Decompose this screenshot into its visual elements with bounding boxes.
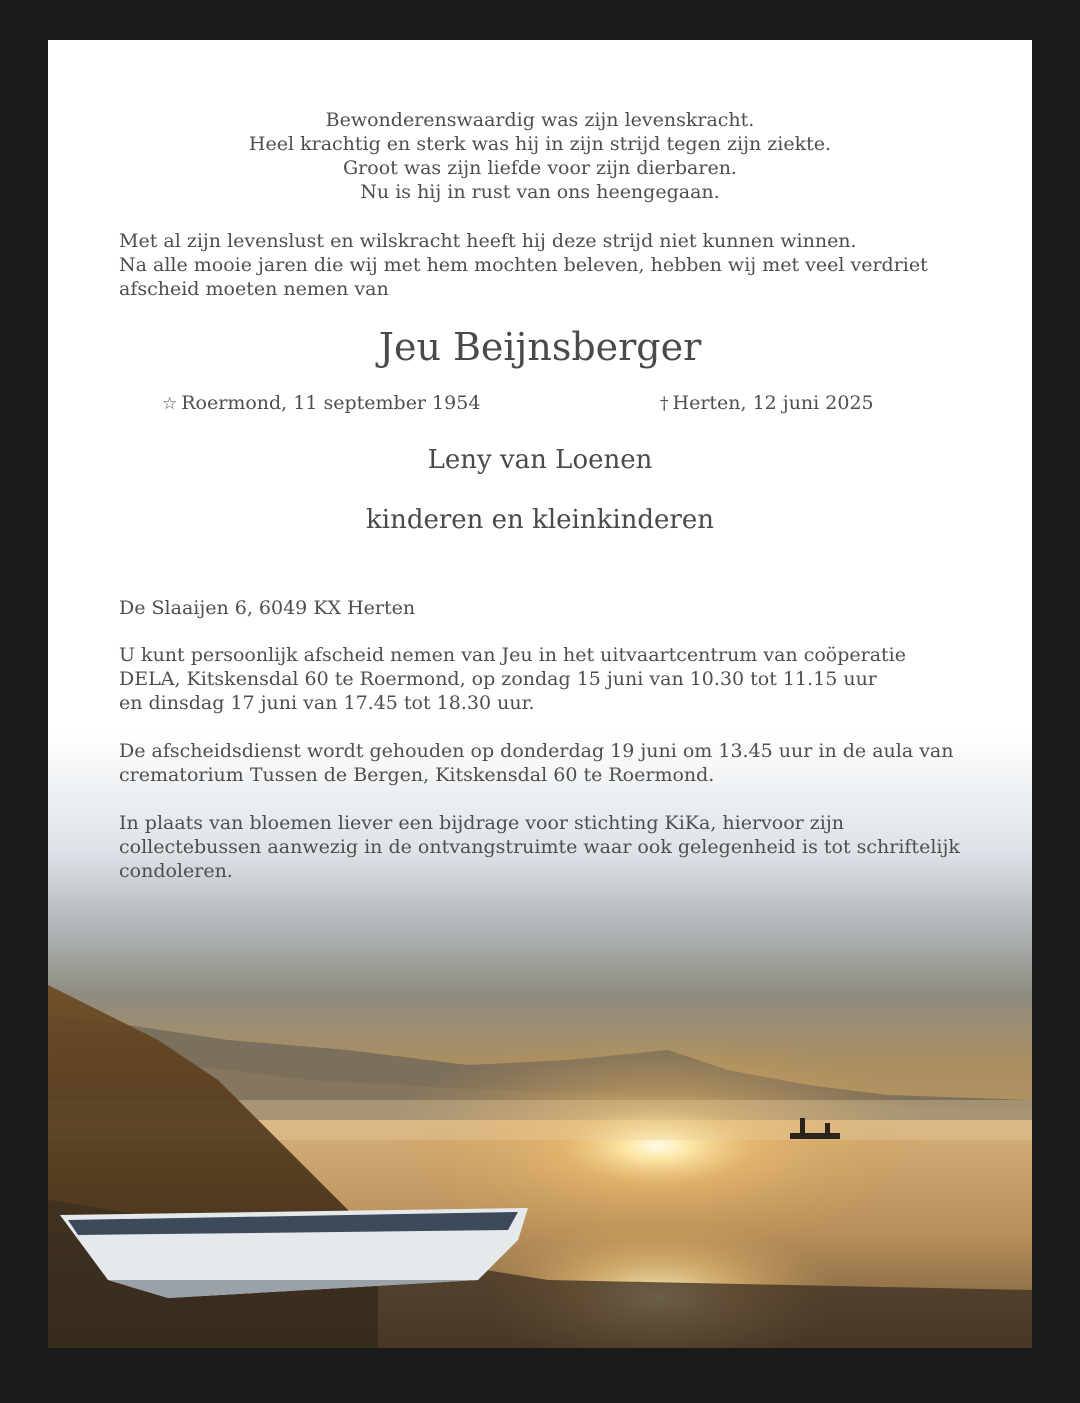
- obituary-card: [48, 40, 1032, 1348]
- donation-paragraph: [119, 811, 979, 883]
- death-text: Herten, 12 juni 2025: [672, 392, 874, 414]
- partner-name: Leny van Loenen: [427, 445, 653, 475]
- viewing-line: DELA, Kitskensdal 60 te Roermond, op zondag 15 juni van 10.30 tot 11.15 uur: [119, 668, 877, 690]
- intro-line: afscheid moeten nemen van: [119, 278, 389, 300]
- poem: [48, 108, 1032, 204]
- viewing-paragraph: [119, 643, 979, 715]
- address-line: De Slaaijen 6, 6049 KX Herten: [119, 597, 416, 619]
- intro-line: Met al zijn levenslust en wilskracht heeft hij deze strijd niet kunnen winnen.: [119, 230, 857, 252]
- birth-date: [162, 392, 480, 414]
- poem-line: Groot was zijn liefde voor zijn dierbaren.: [343, 157, 737, 179]
- donation-line: In plaats van bloemen liever een bijdrage voor stichting KiKa, hiervoor zijn: [119, 812, 844, 834]
- address: [119, 596, 979, 620]
- poem-line: Bewonderenswaardig was zijn levenskracht.: [325, 109, 755, 131]
- viewing-line: U kunt persoonlijk afscheid nemen van Jeu in het uitvaartcentrum van coöperatie: [119, 644, 906, 666]
- service-line: crematorium Tussen de Bergen, Kitskensdal 60 te Roermond.: [119, 764, 715, 786]
- poem-line: Heel krachtig en sterk was hij in zijn strijd tegen zijn ziekte.: [248, 133, 832, 155]
- service-paragraph: [119, 739, 979, 787]
- donation-line: collectebussen aanwezig in de ontvangstruimte waar ook gelegenheid is tot schriftelijk: [119, 836, 960, 858]
- cross-icon: †: [660, 394, 669, 414]
- star-icon: ☆: [162, 394, 178, 414]
- intro-line: Na alle mooie jaren die wij met hem mochten beleven, hebben wij met veel verdriet: [119, 254, 928, 276]
- family-members: kinderen en kleinkinderen: [366, 505, 714, 535]
- viewing-line: en dinsdag 17 juni van 17.45 tot 18.30 uur.: [119, 692, 535, 714]
- deceased-name: Jeu Beijnsberger: [378, 325, 702, 369]
- poem-line: Nu is hij in rust van ons heengegaan.: [360, 181, 720, 203]
- service-line: De afscheidsdienst wordt gehouden op donderdag 19 juni om 13.45 uur in de aula van: [119, 740, 954, 762]
- intro-paragraph: [119, 229, 979, 301]
- donation-line: condoleren.: [119, 860, 233, 882]
- death-date: [660, 392, 874, 414]
- birth-text: Roermond, 11 september 1954: [181, 392, 481, 414]
